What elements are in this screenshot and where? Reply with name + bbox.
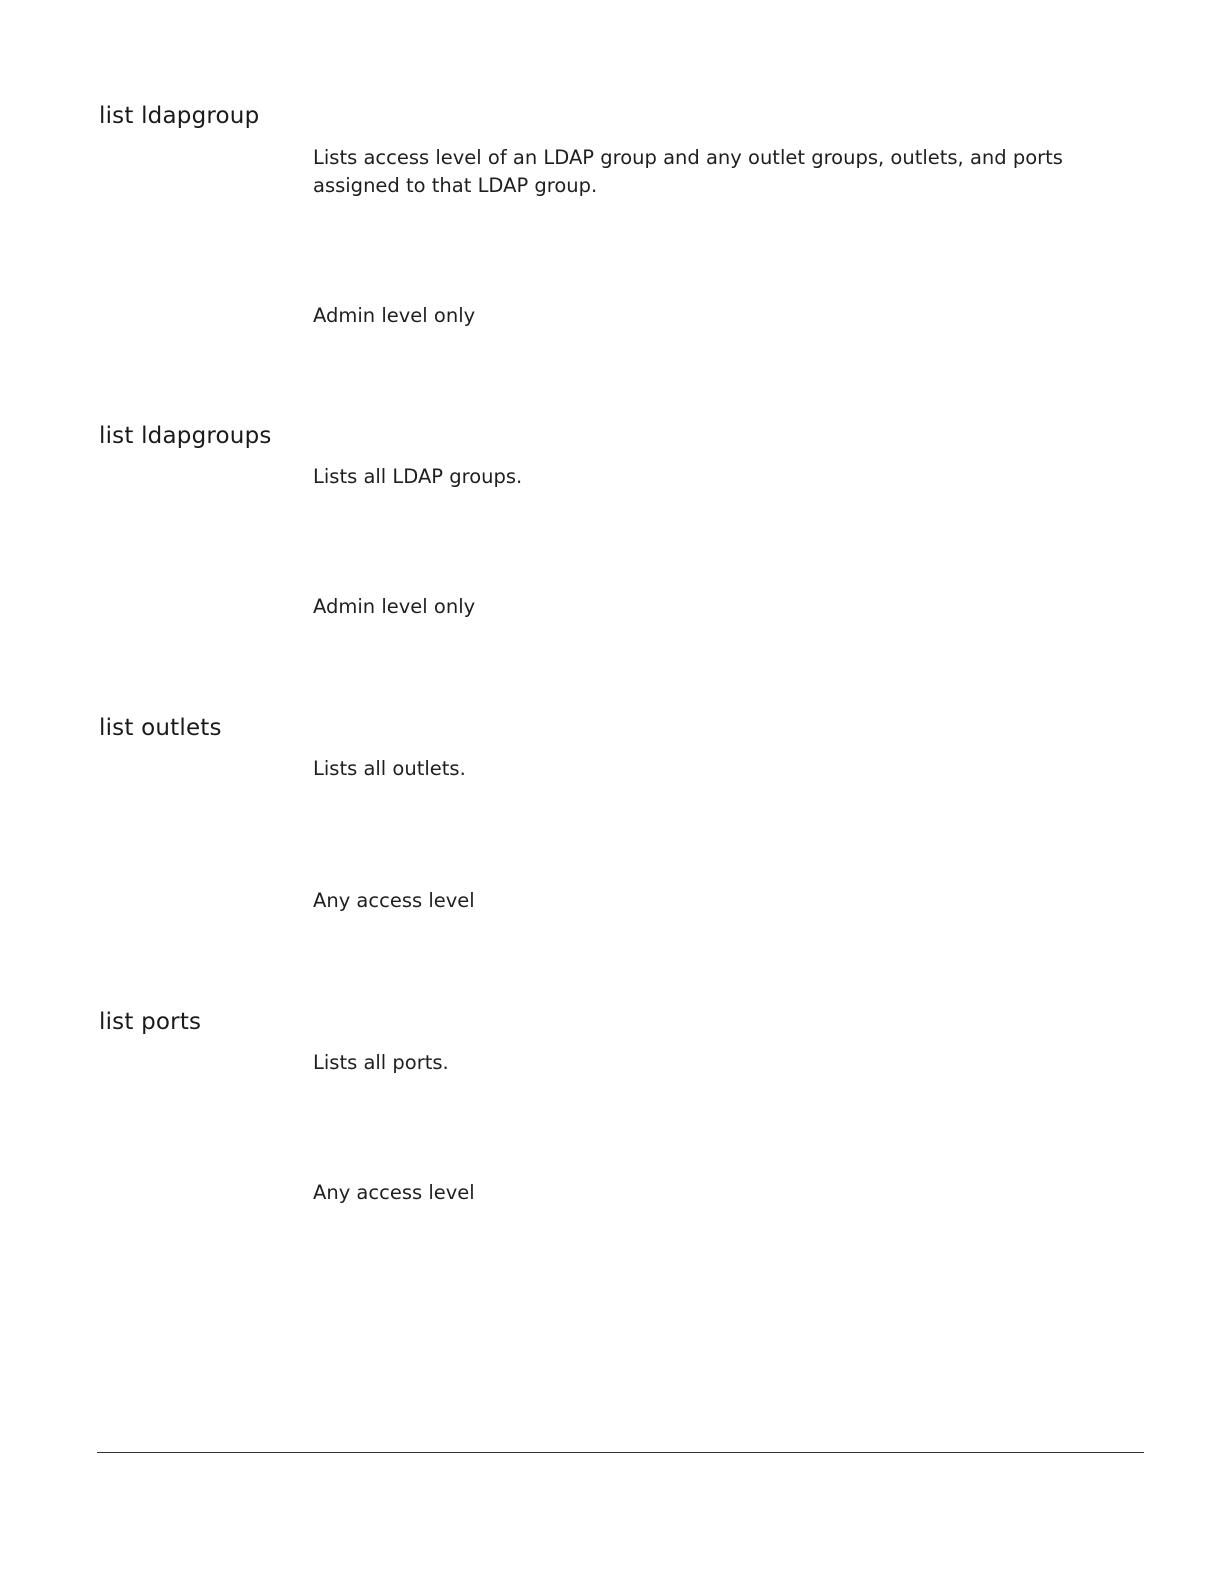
- section-access-list-outlets: Any access level: [313, 889, 475, 912]
- section-access-list-ldapgroup: Admin level only: [313, 304, 476, 327]
- section-description-list-ldapgroup: Lists access level of an LDAP group and any outlet groups, outlets, and ports assigned to that LDAP group.: [313, 146, 1063, 197]
- section-title-list-outlets: list outlets: [99, 715, 222, 741]
- section-access-list-ports: Any access level: [313, 1181, 475, 1204]
- section-description-list-ldapgroups: Lists all LDAP groups.: [313, 465, 523, 488]
- footer-divider: [97, 1452, 1144, 1453]
- section-title-list-ldapgroups: list ldapgroups: [99, 423, 272, 449]
- section-description-list-outlets: Lists all outlets.: [313, 757, 466, 780]
- section-description-list-ports: Lists all ports.: [313, 1051, 449, 1074]
- section-title-list-ldapgroup: list ldapgroup: [99, 103, 260, 129]
- section-access-list-ldapgroups: Admin level only: [313, 595, 476, 618]
- section-title-list-ports: list ports: [99, 1009, 202, 1035]
